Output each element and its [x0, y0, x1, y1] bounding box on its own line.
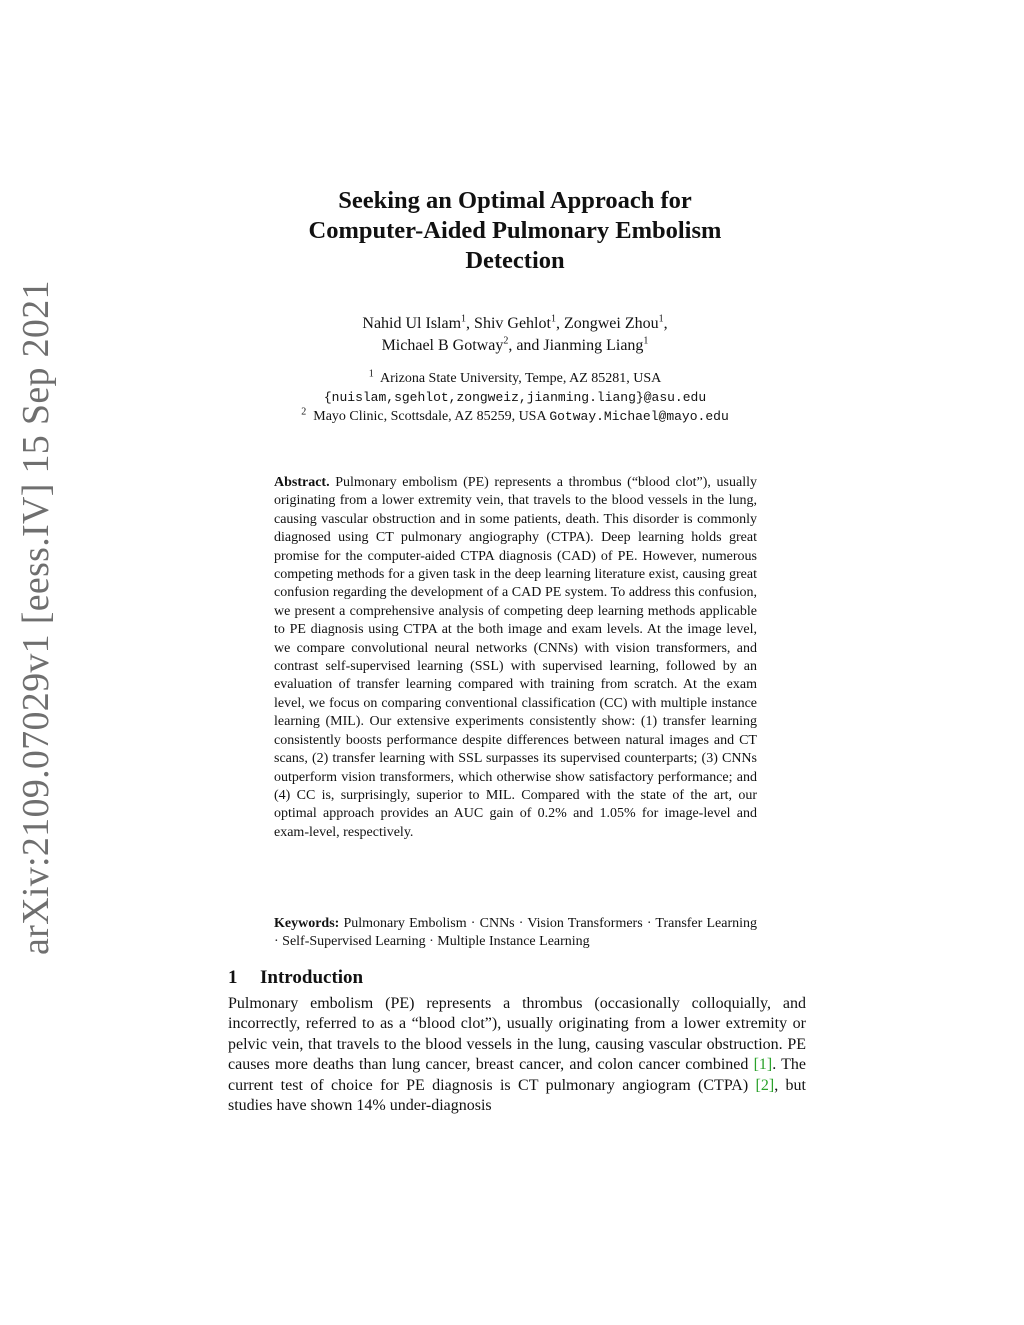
- title-line-1: Seeking an Optimal Approach for: [338, 187, 692, 214]
- author-name: , Zongwei Zhou: [555, 315, 659, 332]
- affiliation-2: [230, 407, 800, 426]
- author-line-1: [230, 313, 800, 335]
- abstract-text: Pulmonary embolism (PE) represents a thrombus (“blood clot”), usually originating from a lower extremity vein, that travels to the blood vessels in the lung, causing vascular obstruction and in some patients, death. This disorder is commonly diagnosed using CT pulmonary angiography (CTPA). Deep learning holds great promise for the computer-aided CTPA diagnosis (CAD) of PE. However, numerous competing methods for a given task in the deep learning literature exist, causing great confusion regarding the development of a CAD PE system. To address this confusion, we present a comprehensive analysis of competing deep learning methods applicable to PE diagnosis using CTPA at the both image and exam levels. At the image level, we compare convolutional neural networks (CNNs) with vision transformers, and contrast self-supervised learning (SSL) with supervised learning, followed by an evaluation of transfer learning compared with training from scratch. At the exam level, we focus on comparing conventional classification (CC) with multiple instance learning (MIL). Our extensive experiments consistently show: (1) transfer learning consistently boosts performance despite differences between natural images and CT scans, (2) transfer learning with SSL surpasses its supervised counterparts; (3) CNNs outperform vision transformers, which otherwise show satisfactory performance; and (4) CC is, surprisingly, superior to MIL. Compared with the state of the art, our optimal approach provides an AUC gain of 0.2% and 1.05% for image-level and exam-level, respectively.: [274, 475, 757, 840]
- author-affil-mark: 1: [550, 313, 556, 325]
- keywords-text: Pulmonary Embolism · CNNs · Vision Transformers · Transfer Learning · Self-Supervised Learning · Multiple Instance Learning: [274, 916, 757, 950]
- intro-text-3: , but studies have shown 14% under-diagnosis: [228, 1076, 807, 1115]
- author-name: Michael B Gotway: [381, 337, 504, 354]
- author-name: Nahid Ul Islam: [362, 315, 462, 332]
- author-separator: ,: [663, 315, 668, 332]
- author-affil-mark: 1: [461, 313, 467, 325]
- abstract: [274, 474, 757, 842]
- affiliation-mark: 1: [368, 368, 374, 380]
- affiliation-mark: 2: [301, 406, 307, 418]
- author-affil-mark: 1: [658, 313, 664, 325]
- keywords: [274, 915, 757, 952]
- author-affil-mark: 1: [643, 335, 649, 347]
- intro-text-2: . The current test of choice for PE diagnosis is CT pulmonary angiogram (CTPA): [228, 1056, 806, 1094]
- author-name: , and Jianming Liang: [508, 337, 644, 354]
- affiliation-1-text: Arizona State University, Tempe, AZ 85281, USA: [379, 371, 662, 386]
- section-number: 1: [228, 967, 238, 988]
- author-list: [230, 313, 800, 357]
- intro-paragraph: [228, 994, 806, 1116]
- affiliations: [230, 369, 800, 426]
- affiliation-1-emails[interactable]: {nuislam,sgehlot,zongweiz,jianming.liang}@asu.edu: [323, 390, 707, 405]
- citation-link[interactable]: [2]: [755, 1076, 775, 1094]
- author-affil-mark: 2: [503, 335, 509, 347]
- author-line-2: [230, 335, 800, 357]
- section-title: Introduction: [260, 967, 364, 988]
- title-line-3: Detection: [465, 247, 565, 274]
- title-line-2: Computer-Aided Pulmonary Embolism: [308, 217, 722, 244]
- affiliation-2-text: Mayo Clinic, Scottsdale, AZ 85259, USA: [313, 409, 546, 424]
- abstract-label: Abstract.: [274, 475, 330, 490]
- paper-title: [230, 186, 800, 276]
- affiliation-2-email[interactable]: Gotway.Michael@mayo.edu: [549, 409, 729, 424]
- affiliation-1: [230, 369, 800, 388]
- author-name: , Shiv Gehlot: [466, 315, 551, 332]
- keywords-label: Keywords:: [274, 916, 340, 931]
- intro-text-1: Pulmonary embolism (PE) represents a thrombus (occasionally colloquially, and incorrectly, referred to as a “blood clot”), usually originating from a lower extremity or pelvic vein, that travels to the blood vessels in the lung, causing vascular obstruction. PE causes more deaths than lung cancer, breast cancer, and colon cancer combined: [228, 995, 806, 1074]
- arxiv-side-identifier: arXiv:2109.07029v1 [eess.IV] 15 Sep 2021: [15, 280, 57, 955]
- section-heading: [228, 966, 363, 990]
- citation-link[interactable]: [1]: [753, 1056, 773, 1074]
